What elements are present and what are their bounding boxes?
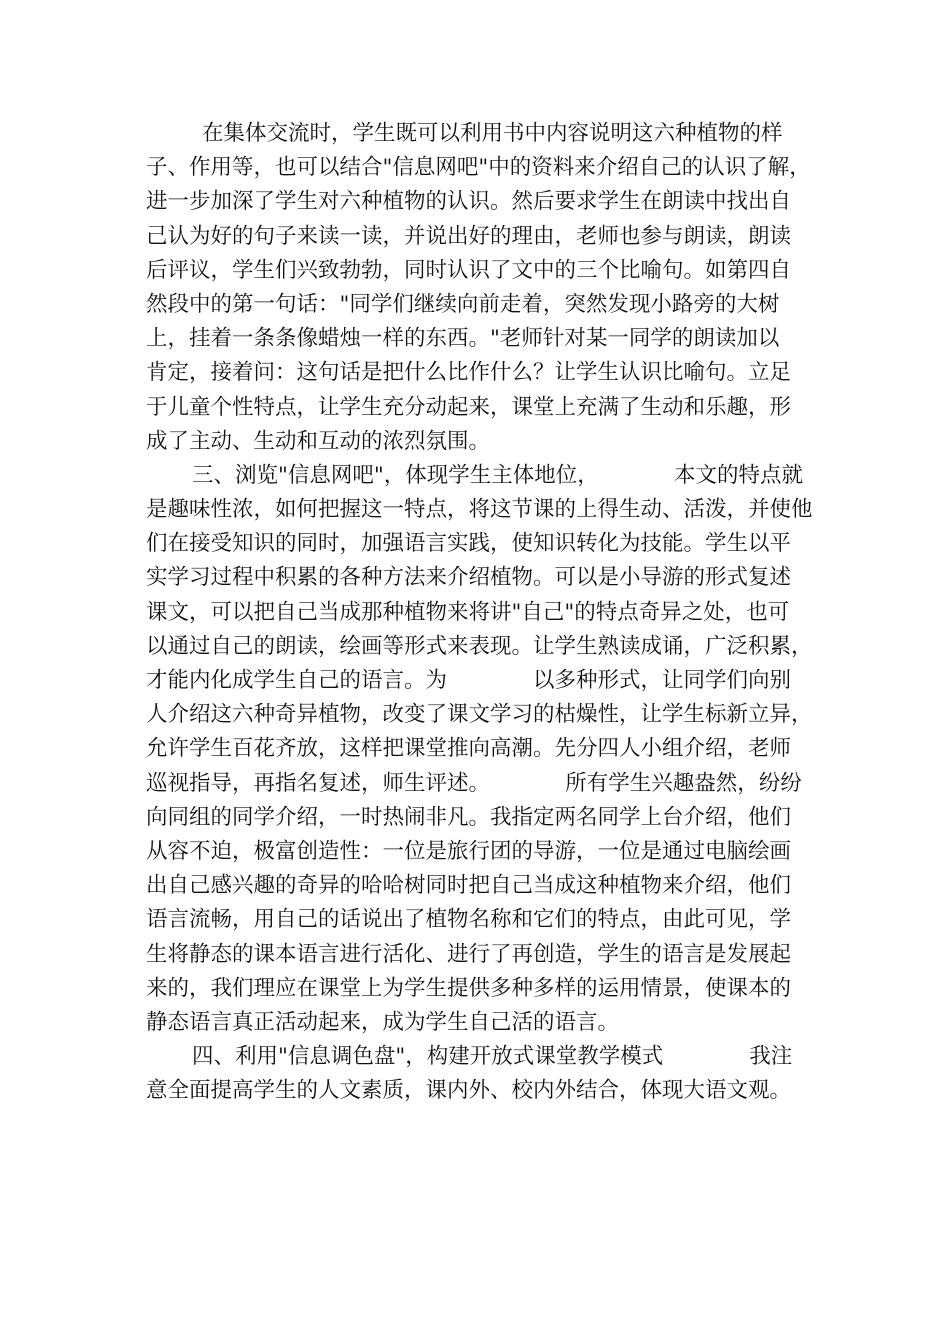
paragraph-line: 以通过自己的朗读，绘画等形式来表现。让学生熟读成诵，广泛积累， <box>146 633 813 659</box>
paragraph-line: 子、作用等，也可以结合"信息网吧"中的资料来介绍自己的认识了解， <box>146 155 811 181</box>
paragraph-line: 成了主动、生动和互动的浓烈氛围。 <box>146 428 491 454</box>
paragraph-line: 后评议，学生们兴致勃勃，同时认识了文中的三个比喻句。如第四自 <box>146 257 792 283</box>
paragraph-line: 才能内化成学生自己的语言。为 以多种形式，让同学们向别 <box>146 668 792 693</box>
paragraph-line: 是趣味性浓，如何把握这一特点，将这节课的上得生动、活泼，并使他 <box>146 497 813 523</box>
paragraph-line: 允许学生百花齐放，这样把课堂推向高潮。先分四人小组介绍，老师 <box>146 736 792 762</box>
paragraph-line: 来的，我们理应在课堂上为学生提供多种多样的运用情景，使课本的 <box>146 975 792 1001</box>
paragraph-line: 课文，可以把自己当成那种植物来将讲"自己"的特点奇异之处，也可 <box>146 599 790 625</box>
paragraph-line: 从容不迫，极富创造性：一位是旅行团的导游，一位是通过电脑绘画 <box>146 838 792 864</box>
paragraph-line: 然段中的第一句话："同学们继续向前走着，突然发现小路旁的大树 <box>146 291 780 317</box>
paragraph-line: 出自己感兴趣的奇异的哈哈树同时把自己当成这种植物来介绍，他们 <box>146 873 792 899</box>
paragraph-line: 们在接受知识的同时，加强语言实践，使知识转化为技能。学生以平 <box>146 531 792 557</box>
paragraph-line: 向同组的同学介绍，一时热闹非凡。我指定两名同学上台介绍，他们 <box>146 804 792 830</box>
paragraph-line: 实学习过程中积累的各种方法来介绍植物。可以是小导游的形式复述 <box>146 565 792 591</box>
paragraph-line: 肯定，接着问：这句话是把什么比作什么？让学生认识比喻句。立足 <box>146 360 792 386</box>
paragraph-line: 语言流畅，用自己的话说出了植物名称和它们的特点，由此可见，学 <box>146 907 792 933</box>
paragraph-line: 进一步加深了学生对六种植物的认识。然后要求学生在朗读中找出自 <box>146 189 792 215</box>
paragraph-line: 上，挂着一条条像蜡烛一样的东西。"老师针对某一同学的朗读加以 <box>146 326 780 352</box>
paragraph-line: 静态语言真正活动起来，成为学生自己活的语言。 <box>146 1009 620 1035</box>
paragraph-line: 人介绍这六种奇异植物，改变了课文学习的枯燥性，让学生标新立异， <box>146 702 813 728</box>
section-heading-line: 三、浏览"信息网吧"，体现学生主体地位， 本文的特点就 <box>192 462 804 488</box>
paragraph-line: 生将静态的课本语言进行活化、进行了再创造，学生的语言是发展起 <box>146 941 792 967</box>
section-heading-line: 四、利用"信息调色盘"，构建开放式课堂教学模式 我注 <box>192 1044 793 1070</box>
paragraph-line: 己认为好的句子来读一读，并说出好的理由，老师也参与朗读，朗读 <box>146 223 792 249</box>
body-text <box>146 117 826 1108</box>
paragraph-line: 巡视指导，再指名复述，师生评述。 所有学生兴趣盎然，纷纷 <box>146 770 802 796</box>
paragraph-line: 于儿童个性特点，让学生充分动起来，课堂上充满了生动和乐趣，形 <box>146 394 792 420</box>
paragraph-line: 在集体交流时，学生既可以利用书中内容说明这六种植物的样 <box>202 121 783 146</box>
paragraph-line: 意全面提高学生的人文素质，课内外、校内外结合，体现大语文观。 <box>146 1078 792 1104</box>
